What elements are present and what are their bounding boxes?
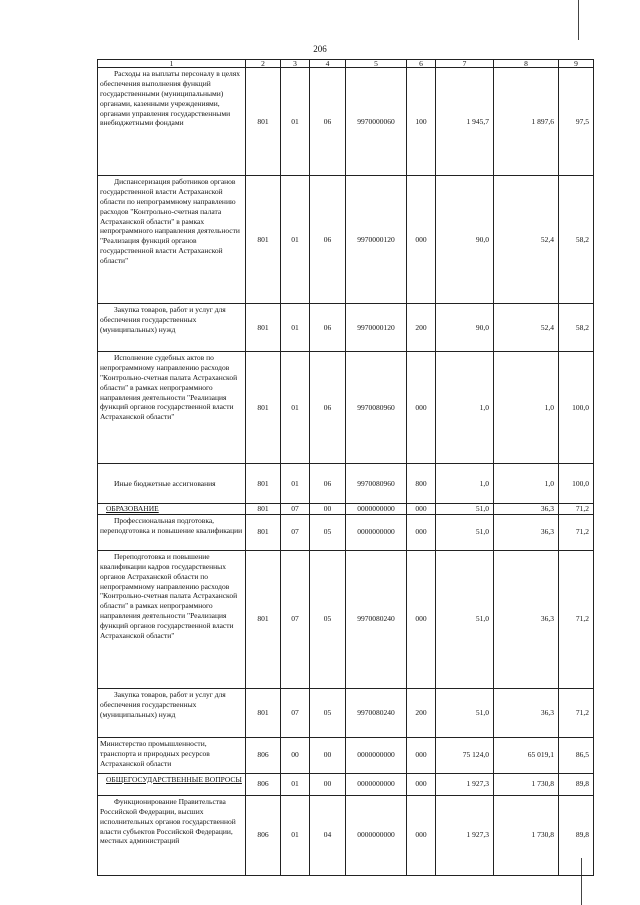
cell-expense-type: 000 bbox=[407, 176, 436, 304]
cell-subsection: 00 bbox=[310, 504, 346, 515]
cell-plan: 51,0 bbox=[436, 688, 494, 737]
row-name: Закупка товаров, работ и услуг для обеспечения государственных (муниципальных) нужд bbox=[98, 304, 246, 352]
cell-percent: 100,0 bbox=[559, 464, 594, 504]
cell-expense-type: 000 bbox=[407, 795, 436, 875]
cell-target-item: 0000000000 bbox=[346, 737, 407, 773]
cell-actual: 36,3 bbox=[494, 550, 559, 688]
margin-line-top bbox=[578, 0, 579, 40]
row-name: ОБРАЗОВАНИЕ bbox=[98, 504, 246, 515]
cell-expense-type: 000 bbox=[407, 352, 436, 464]
cell-target-item: 9970080240 bbox=[346, 688, 407, 737]
cell-actual: 36,3 bbox=[494, 504, 559, 515]
cell-subsection: 00 bbox=[310, 773, 346, 795]
cell-ministry: 801 bbox=[246, 550, 281, 688]
cell-expense-type: 000 bbox=[407, 504, 436, 515]
table-row bbox=[98, 504, 594, 515]
cell-expense-type: 000 bbox=[407, 773, 436, 795]
row-name: Закупка товаров, работ и услуг для обеспечения государственных (муниципальных) нужд bbox=[98, 688, 246, 737]
cell-plan: 1,0 bbox=[436, 464, 494, 504]
cell-expense-type: 000 bbox=[407, 550, 436, 688]
row-name: Функционирование Правительства Российской Федерации, высших исполнительных органов государственной власти субъектов Российской Федерации, местных администраций bbox=[98, 795, 246, 875]
cell-target-item: 0000000000 bbox=[346, 514, 407, 550]
cell-ministry: 801 bbox=[246, 352, 281, 464]
cell-actual: 1,0 bbox=[494, 352, 559, 464]
cell-plan: 1,0 bbox=[436, 352, 494, 464]
row-name: Профессиональная подготовка, переподготовка и повышение квалификации bbox=[98, 514, 246, 550]
cell-expense-type: 000 bbox=[407, 514, 436, 550]
cell-actual: 1,0 bbox=[494, 464, 559, 504]
row-name: Исполнение судебных актов по непрограммному направлению расходов "Контрольно-счетная палата Астраханской области" в рамках непрограммного направления деятельности "Реализация функций органов государственной власти Астраханской области" bbox=[98, 352, 246, 464]
cell-ministry: 806 bbox=[246, 737, 281, 773]
cell-actual: 1 897,6 bbox=[494, 68, 559, 176]
cell-ministry: 801 bbox=[246, 464, 281, 504]
row-name: Министерство промышленности, транспорта и природных ресурсов Астраханской области bbox=[98, 737, 246, 773]
page-number: 206 bbox=[313, 44, 327, 54]
cell-section: 01 bbox=[281, 304, 310, 352]
cell-section: 07 bbox=[281, 514, 310, 550]
cell-ministry: 801 bbox=[246, 304, 281, 352]
row-name: Диспансеризация работников органов государственной власти Астраханской области по непрограммному направлению расходов "Контрольно-счетная палата Астраханской области" в рамках непрограммного направления деятельности "Реализация функций органов государственной власти Астраханской области" bbox=[98, 176, 246, 304]
row-name: Иные бюджетные ассигнования bbox=[98, 464, 246, 504]
cell-plan: 90,0 bbox=[436, 304, 494, 352]
cell-percent: 71,2 bbox=[559, 504, 594, 515]
cell-percent: 89,8 bbox=[559, 795, 594, 875]
cell-plan: 1 927,3 bbox=[436, 773, 494, 795]
cell-subsection: 06 bbox=[310, 68, 346, 176]
cell-plan: 51,0 bbox=[436, 514, 494, 550]
cell-expense-type: 800 bbox=[407, 464, 436, 504]
cell-plan: 75 124,0 bbox=[436, 737, 494, 773]
cell-target-item: 9970000060 bbox=[346, 68, 407, 176]
cell-ministry: 806 bbox=[246, 795, 281, 875]
header-row bbox=[98, 60, 594, 68]
cell-subsection: 05 bbox=[310, 514, 346, 550]
cell-actual: 52,4 bbox=[494, 304, 559, 352]
cell-subsection: 06 bbox=[310, 464, 346, 504]
cell-plan: 90,0 bbox=[436, 176, 494, 304]
header-cell: 4 bbox=[310, 60, 346, 68]
cell-plan: 1 927,3 bbox=[436, 795, 494, 875]
header-cell: 3 bbox=[281, 60, 310, 68]
cell-ministry: 801 bbox=[246, 688, 281, 737]
cell-actual: 65 019,1 bbox=[494, 737, 559, 773]
table-row bbox=[98, 795, 594, 875]
cell-subsection: 00 bbox=[310, 737, 346, 773]
cell-percent: 71,2 bbox=[559, 514, 594, 550]
cell-ministry: 801 bbox=[246, 176, 281, 304]
cell-expense-type: 100 bbox=[407, 68, 436, 176]
cell-percent: 86,5 bbox=[559, 737, 594, 773]
cell-actual: 1 730,8 bbox=[494, 795, 559, 875]
table-row bbox=[98, 176, 594, 304]
cell-percent: 97,5 bbox=[559, 68, 594, 176]
cell-target-item: 0000000000 bbox=[346, 504, 407, 515]
cell-subsection: 06 bbox=[310, 176, 346, 304]
header-cell: 9 bbox=[559, 60, 594, 68]
cell-plan: 51,0 bbox=[436, 504, 494, 515]
table-row bbox=[98, 550, 594, 688]
cell-actual: 36,3 bbox=[494, 688, 559, 737]
cell-target-item: 9970080960 bbox=[346, 352, 407, 464]
cell-percent: 58,2 bbox=[559, 176, 594, 304]
header-cell: 5 bbox=[346, 60, 407, 68]
cell-section: 01 bbox=[281, 68, 310, 176]
cell-subsection: 06 bbox=[310, 352, 346, 464]
table-row bbox=[98, 688, 594, 737]
cell-section: 01 bbox=[281, 352, 310, 464]
cell-section: 07 bbox=[281, 550, 310, 688]
cell-percent: 100,0 bbox=[559, 352, 594, 464]
cell-target-item: 9970080240 bbox=[346, 550, 407, 688]
cell-section: 00 bbox=[281, 737, 310, 773]
row-name: Переподготовка и повышение квалификации кадров государственных органов Астраханской области по непрограммному направлению расходов "Контрольно-счетная палата Астраханской области" в рамках непрограммного направления деятельности "Реализация функций органов государственной власти Астраханской области" bbox=[98, 550, 246, 688]
table-row bbox=[98, 304, 594, 352]
cell-actual: 1 730,8 bbox=[494, 773, 559, 795]
cell-section: 01 bbox=[281, 464, 310, 504]
cell-expense-type: 200 bbox=[407, 688, 436, 737]
cell-expense-type: 200 bbox=[407, 304, 436, 352]
cell-actual: 52,4 bbox=[494, 176, 559, 304]
cell-expense-type: 000 bbox=[407, 737, 436, 773]
cell-percent: 89,8 bbox=[559, 773, 594, 795]
cell-subsection: 05 bbox=[310, 688, 346, 737]
cell-percent: 71,2 bbox=[559, 550, 594, 688]
row-name: ОБЩЕГОСУДАРСТВЕННЫЕ ВОПРОСЫ bbox=[98, 773, 246, 795]
cell-target-item: 9970000120 bbox=[346, 304, 407, 352]
cell-target-item: 0000000000 bbox=[346, 795, 407, 875]
cell-target-item: 0000000000 bbox=[346, 773, 407, 795]
table-row bbox=[98, 514, 594, 550]
cell-subsection: 06 bbox=[310, 304, 346, 352]
cell-ministry: 801 bbox=[246, 68, 281, 176]
cell-subsection: 05 bbox=[310, 550, 346, 688]
cell-section: 01 bbox=[281, 795, 310, 875]
table-row bbox=[98, 737, 594, 773]
cell-subsection: 04 bbox=[310, 795, 346, 875]
cell-actual: 36,3 bbox=[494, 514, 559, 550]
table-row bbox=[98, 464, 594, 504]
cell-section: 01 bbox=[281, 773, 310, 795]
cell-section: 07 bbox=[281, 688, 310, 737]
table-row bbox=[98, 68, 594, 176]
header-cell: 1 bbox=[98, 60, 246, 68]
cell-target-item: 9970000120 bbox=[346, 176, 407, 304]
header-cell: 8 bbox=[494, 60, 559, 68]
cell-ministry: 801 bbox=[246, 514, 281, 550]
cell-percent: 71,2 bbox=[559, 688, 594, 737]
header-cell: 2 bbox=[246, 60, 281, 68]
cell-section: 01 bbox=[281, 176, 310, 304]
table-row bbox=[98, 773, 594, 795]
row-name: Расходы на выплаты персоналу в целях обеспечения выполнения функций государственными (муниципальными) органами, казенными учреждениями, органами управления государственными внебюджетными фондами bbox=[98, 68, 246, 176]
table-row bbox=[98, 352, 594, 464]
cell-ministry: 806 bbox=[246, 773, 281, 795]
cell-ministry: 801 bbox=[246, 504, 281, 515]
cell-plan: 1 945,7 bbox=[436, 68, 494, 176]
cell-target-item: 9970080960 bbox=[346, 464, 407, 504]
cell-percent: 58,2 bbox=[559, 304, 594, 352]
budget-table bbox=[97, 59, 594, 876]
cell-plan: 51,0 bbox=[436, 550, 494, 688]
cell-section: 07 bbox=[281, 504, 310, 515]
header-cell: 6 bbox=[407, 60, 436, 68]
header-cell: 7 bbox=[436, 60, 494, 68]
